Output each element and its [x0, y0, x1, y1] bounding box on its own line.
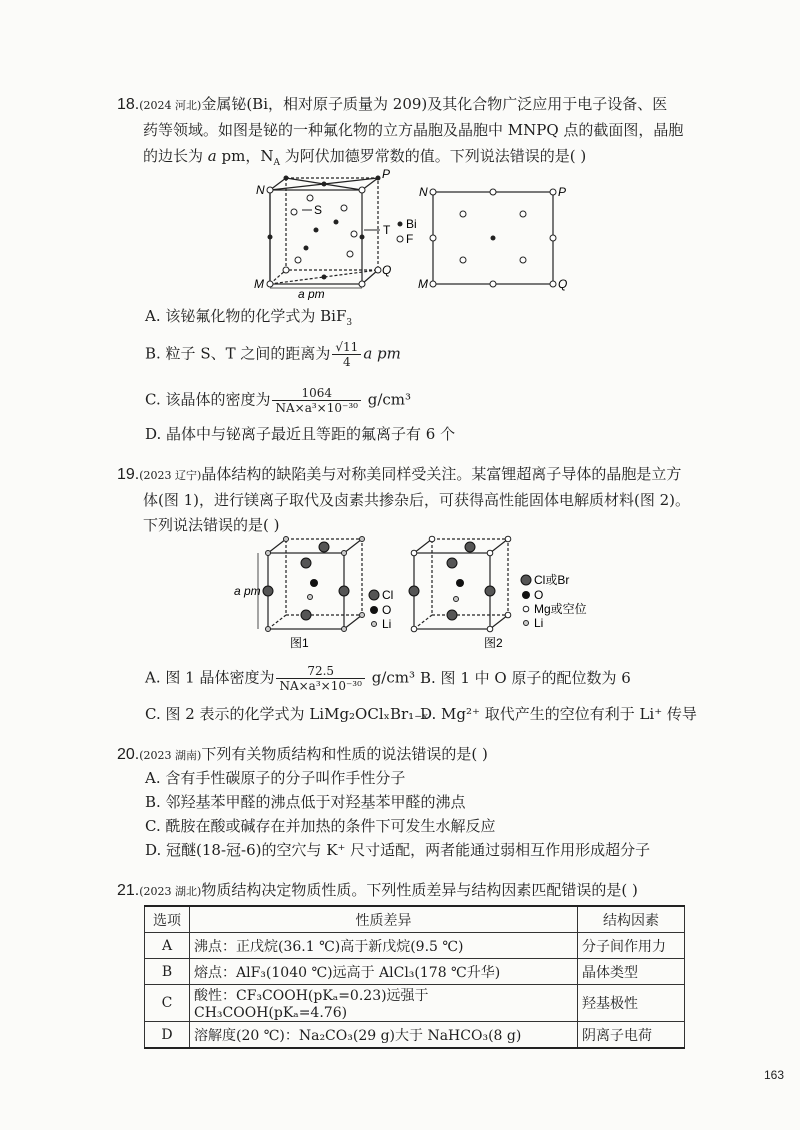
row-factor: 分子间作用力	[578, 933, 685, 959]
q18-line2: 药等领域。如图是铋的一种氟化物的立方晶胞及晶胞中 MNPQ 点的截面图，晶胞	[143, 121, 684, 139]
row-option: B	[145, 959, 190, 985]
label-M: M	[254, 277, 264, 291]
label-P: P	[382, 168, 391, 181]
row-difference: 熔点：AlF₃(1040 ℃)远高于 AlCl₃(178 ℃升华)	[190, 959, 578, 985]
label-Q: Q	[382, 263, 392, 277]
fig1-legend-o: O	[382, 603, 392, 617]
table-header-row	[145, 906, 685, 933]
q19-option-a[interactable]: A. 图 1 晶体密度为 $\frac{72.5}{\text{NA×a³×10⁻³⁰}}$ g/cm³	[145, 664, 415, 693]
label-T: T	[383, 223, 391, 237]
q19-line3: 下列说法错误的是( )	[143, 516, 280, 534]
label-S: S	[314, 203, 323, 217]
fig1-legend-li: Li	[382, 617, 392, 631]
q20-option-a[interactable]: A. 含有手性碳原子的分子叫作手性分子	[145, 769, 406, 787]
row-factor: 阴离子电荷	[578, 1022, 685, 1049]
q19-option-b[interactable]: B. 图 1 中 O 原子的配位数为 6	[420, 669, 631, 687]
q19-line2: 体(图 1)，进行镁离子取代及卤素共掺杂后，可获得高性能固体电解质材料(图 2)。	[143, 491, 691, 509]
row-option: C	[145, 985, 190, 1022]
q20-option-c[interactable]: C. 酰胺在酸或碱存在并加热的条件下可发生水解反应	[145, 817, 496, 835]
q18-number: 18.	[117, 96, 140, 113]
q19-option-d[interactable]: D. Mg²⁺ 取代产生的空位有利于 Li⁺ 传导	[420, 705, 697, 723]
svg-text:N: N	[419, 185, 428, 199]
table-row[interactable]	[145, 933, 685, 959]
row-difference: 沸点：正戊烷(36.1 ℃)高于新戊烷(9.5 ℃)	[190, 933, 578, 959]
q18-option-a[interactable]: A. 该铋氟化物的化学式为 BiF$_3$	[145, 307, 353, 328]
q18-option-c[interactable]: C. 该晶体的密度为 $\frac{1064}{\text{NA×a³×10⁻³⁰}}$ g/cm³	[145, 386, 412, 415]
q18-line3: 的边长为 a pm，$N_A$ 为阿伏加德罗常数的值。下列说法错误的是( )	[143, 147, 587, 168]
row-factor: 羟基极性	[578, 985, 685, 1022]
q19-figures	[230, 535, 640, 653]
q18-source: (2024 河北)	[139, 99, 202, 112]
label-apm: a pm	[298, 287, 325, 300]
svg-text:P: P	[558, 185, 567, 199]
fig1-legend-cl: Cl	[382, 588, 394, 602]
q18-crystal-figure	[250, 168, 580, 300]
q19-line1: 19.(2023 辽宁)晶体结构的缺陷美与对称美同样受关注。某富锂超离子导体的晶胞是立方	[117, 465, 682, 483]
q19-option-c[interactable]: C. 图 2 表示的化学式为 LiMg₂OClₓBr₁₋ₓ	[145, 705, 429, 723]
row-difference: 酸性：CF₃COOH(pKₐ=0.23)远强于 CH₃COOH(pKₐ=4.76)	[190, 985, 578, 1022]
fig2-legend-clbr: Cl或Br	[534, 573, 570, 587]
row-factor: 晶体类型	[578, 959, 685, 985]
q18-line1	[117, 94, 667, 116]
q21-stem: 21.(2023 湖北)物质结构决定物质性质。下列性质差异与结构因素匹配错误的是( )	[117, 881, 638, 899]
row-difference: 溶解度(20 ℃)：Na₂CO₃(29 g)大于 NaHCO₃(8 g)	[190, 1022, 578, 1049]
svg-text:M: M	[418, 277, 428, 291]
fig2-legend-o: O	[534, 588, 544, 602]
fig1-apm: a pm	[234, 584, 261, 598]
table-row[interactable]	[145, 985, 685, 1022]
row-option: D	[145, 1022, 190, 1049]
legend-f: F	[406, 232, 414, 246]
fig2-caption: 图2	[484, 636, 503, 650]
header-difference: 性质差异	[190, 906, 578, 933]
header-factor: 结构因素	[578, 906, 685, 933]
fig1-caption: 图1	[290, 636, 309, 650]
q21-table	[144, 905, 685, 1049]
table-row[interactable]	[145, 1022, 685, 1049]
q20-option-b[interactable]: B. 邻羟基苯甲醛的沸点低于对羟基苯甲醛的沸点	[145, 793, 466, 811]
fig2-legend-mg: Mg或空位	[534, 602, 587, 616]
page-number: 163	[764, 1068, 785, 1082]
header-option: 选项	[145, 906, 190, 933]
row-option: A	[145, 933, 190, 959]
fig2-legend-li: Li	[534, 616, 544, 630]
label-N: N	[256, 183, 265, 197]
svg-text:Q: Q	[558, 277, 568, 291]
legend-bi: Bi	[406, 217, 417, 231]
table-row[interactable]	[145, 959, 685, 985]
q20-option-d[interactable]: D. 冠醚(18-冠-6)的空穴与 K⁺ 尺寸适配，两者能通过弱相互作用形成超分子	[145, 841, 651, 859]
q18-text1: 金属铋(Bi，相对原子质量为 209)及其化合物广泛应用于电子设备、医	[201, 95, 668, 113]
q20-stem: 20.(2023 湖南)下列有关物质结构和性质的说法错误的是( )	[117, 745, 488, 763]
q18-option-d[interactable]: D. 晶体中与铋离子最近且等距的氟离子有 6 个	[145, 425, 456, 443]
q18-option-b[interactable]: B. 粒子 S、T 之间的距离为 $\frac{√11}{4}$ a pm	[145, 340, 401, 369]
